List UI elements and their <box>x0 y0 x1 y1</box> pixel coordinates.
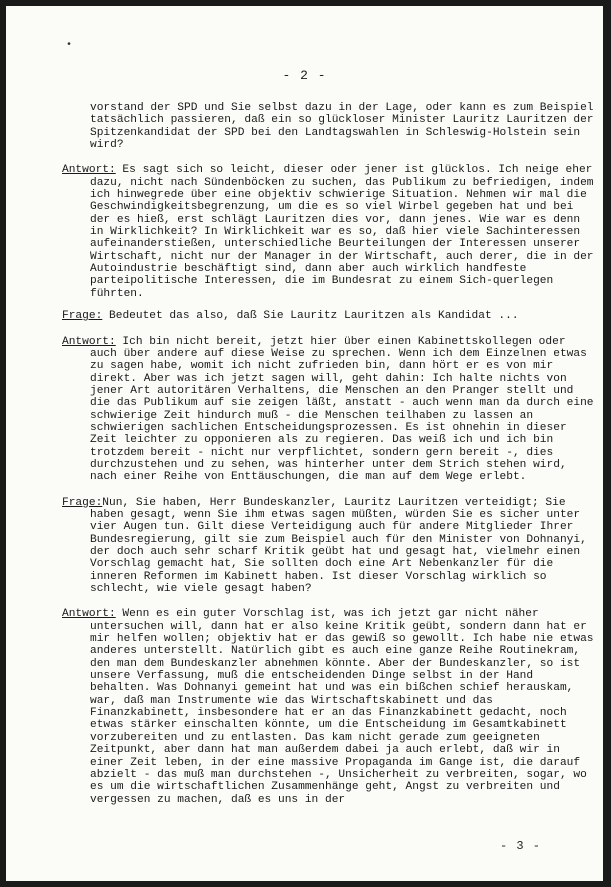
corner-mark: • <box>66 40 73 51</box>
speaker-label-answer: Antwort: <box>62 608 116 621</box>
speaker-label-question: Frage: <box>62 496 103 509</box>
page-number-footer: - 3 - <box>499 839 541 853</box>
answer-block-3 <box>62 608 594 806</box>
answer-text: Wenn es ein guter Vorschlag ist, was ich jetzt gar nicht näher untersuchen will, dann hat er also keine Kritik geübt, sondern dann hat er mir helfen wollen; objektiv hat er das gewiß so gewollt. Ich habe nie etwas anderes unterstellt. Natürlich gibt es auch eine ganze Reihe Routinekram, den man dem Bundeskanzler abnehmen könnte. Aber der Bundeskanzler, so ist unsere Verfassung, muß die entscheidenden Dinge selbst in der Hand behalten. Was Dohnanyi gemeint hat und was ein bißchen schief herauskam, war, daß man Instrumente wie das Wirtschaftskabinett und das Finanzkabinett, insbesondere hat er an das Finanzkabinett gedacht, noch etwas stärker einschalten könnte, um die Entscheidung im Gesamtkabinett vorzubereiten und zu entlasten. Das kam nicht gerade zum geeigneten Zeitpunkt, aber dann hat man außerdem dabei ja auch erlebt, daß wir in einer Zeit leben, in der eine massive Propaganda im Gange ist, die darauf abzielt - das muß man durchstehen -, Unsicherheit zu verbreiten, sogar, wo es um die wirtschaftlichen Zusammenhänge geht, Angst zu verbreiten und vergessen zu machen, daß es uns in der <box>90 608 594 806</box>
question-text: Nun, Sie haben, Herr Bundeskanzler, Lauritz Lauritzen verteidigt; Sie haben gesagt, wenn Sie ihm etwas sagen müßten, würden Sie es sicher unter vier Augen tun. Gilt diese Verteidigung auch für andere Mitglieder Ihrer Bundesregierung, gilt sie zum Beispiel auch für den Minister von Dohnanyi, der doch auch sehr scharf Kritik geübt hat und gesagt hat, vielmehr einen Vorschlag gemacht hat, Sie sollten doch eine Art Nebenkanzler für die inneren Reformen im Kabinett haben. Ist dieser Vorschlag wirklich so schlecht, wie viele gesagt haben? <box>90 496 587 596</box>
answer-text: Es sagt sich so leicht, dieser oder jener ist glücklos. Ich neige eher dazu, nicht nach Sündenböcken zu suchen, das Publikum zu befriedigen, indem ich hinwegrede über eine objektiv schwierige Situation. Nehmen wir mal die Geschwindigkeitsbegrenzung, um die es so viel Wirbel gegeben hat und bei der es hieß, erst schlägt Lauritzen dies vor, dann jenes. Wie war es denn in Wirklichkeit? In Wirklichkeit war es so, daß hier viele Sachinteressen aufeinanderstießen, unterschiedliche Beurteilungen der Interessen unserer Wirtschaft, nicht nur der Manager in der Wirtschaft, auch derer, die in der Autoindustrie beschäftigt sind, dann aber auch wirklich handfeste parteipolitische Interessen, die im Bundesrat zu einem Sich-querlegen führten. <box>90 164 594 300</box>
speaker-label-answer: Antwort: <box>62 164 116 177</box>
page-number-header: - 2 - <box>282 68 327 83</box>
answer-text: Ich bin nicht bereit, jetzt hier über einen Kabinettskollegen oder auch über andere auf diese Weise zu sprechen. Wenn ich dem Einzelnen etwas zu sagen habe, womit ich nicht zufrieden bin, dann hört er es von mir direkt. Aber was ich jetzt sagen will, geht dahin: Ich halte nichts von jener Art autoritären Verhaltens, die Menschen an den Pranger stellt und die das Publikum auf sie zeigen läßt, anstatt - auch wenn man da durch eine schwierige Zeit hindurch muß - die Menschen teilhaben zu lassen an schwierigen sachlichen Entscheidungsprozessen. Es ist ohnehin in dieser Zeit leichter zu opponieren als zu regieren. Das weiß ich und ich bin trotzdem bereit - nicht nur verpflichtet, sondern gern bereit -, dies durchzustehen und zu sehen, was hinterher unter dem Strich stehen wird, nach einer Reihe von Enttäuschungen, die man auf dem Wege erlebt. <box>90 335 594 484</box>
question-block-1 <box>62 310 594 322</box>
speaker-label-answer: Antwort: <box>62 335 116 348</box>
transcript-body <box>62 102 594 806</box>
answer-block-2 <box>62 336 594 484</box>
speaker-label-question: Frage: <box>62 310 103 323</box>
document-page <box>6 6 603 881</box>
answer-block-1 <box>62 164 594 300</box>
question-block-2 <box>62 497 594 596</box>
question-text: Bedeutet das also, daß Sie Lauritz Lauritzen als Kandidat ... <box>102 310 519 323</box>
question-continuation: vorstand der SPD und Sie selbst dazu in der Lage, oder kann es zum Beispiel tatsächlich passieren, daß ein so glückloser Minister Lauritz Lauritzen der Spitzenkandidat der SPD bei den Landtagswahlen in Schleswig-Holstein sein wird? <box>90 102 594 152</box>
